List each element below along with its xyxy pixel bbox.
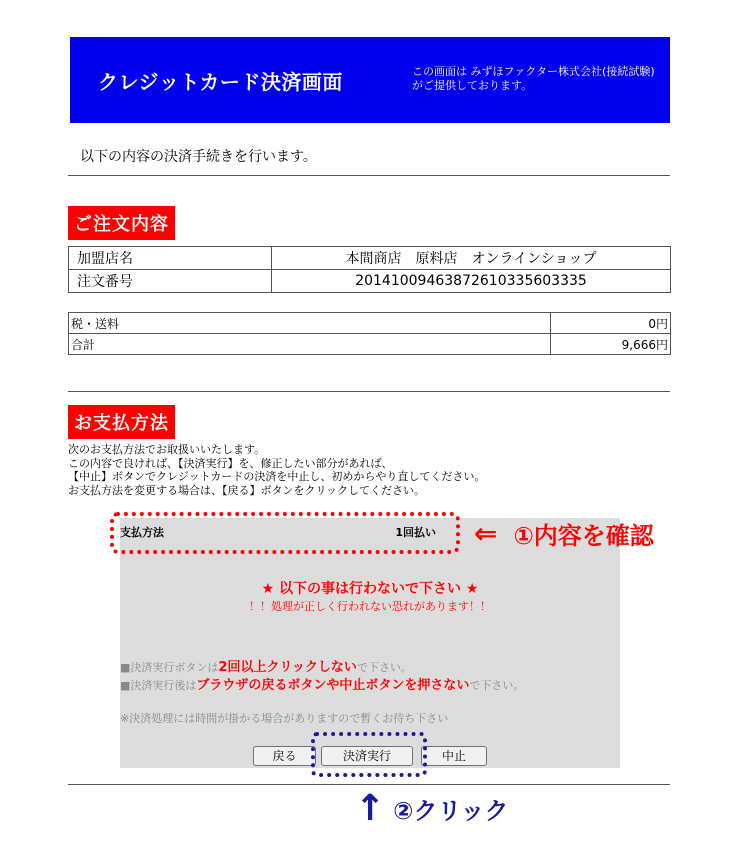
page-title: クレジットカード決済画面 bbox=[98, 70, 343, 94]
merchant-label: 加盟店名 bbox=[69, 247, 272, 270]
note-emphasis: ブラウザの戻るボタンや中止ボタンを押さない bbox=[196, 678, 470, 693]
note-browser-back bbox=[120, 674, 524, 693]
total-label: 合計 bbox=[69, 334, 551, 355]
highlight-box-click bbox=[311, 732, 427, 777]
note-text: で下さい。 bbox=[469, 679, 525, 692]
cancel-button[interactable]: 中止 bbox=[421, 746, 487, 766]
tax-shipping-label: 税・送料 bbox=[69, 313, 551, 334]
provider-note: この画面は みずほファクター株式会社(接続試験) がご提供しております。 bbox=[412, 65, 655, 92]
total-amount: 9,666円 bbox=[551, 334, 671, 355]
back-button[interactable]: 戻る bbox=[253, 746, 316, 766]
annotation-click bbox=[355, 788, 509, 829]
wait-note: ※決済処理には時間が掛かる場合がありますので暫くお待ち下さい bbox=[120, 712, 449, 725]
annotation-confirm-text: ①内容を確認 bbox=[513, 522, 654, 550]
page-header bbox=[70, 37, 670, 123]
description-line: 次のお支払方法でお取扱いいたします。 bbox=[68, 443, 266, 456]
order-table bbox=[68, 246, 671, 293]
annotation-confirm bbox=[474, 516, 654, 551]
arrow-up-icon: ↑ bbox=[355, 788, 386, 829]
warning-subtitle: ！！処理が正しく行われない恐れがあります！！ bbox=[249, 600, 491, 613]
order-number-value: 20141009463872610335603335 bbox=[272, 270, 671, 293]
description-line: 【中止】ボタンでクレジットカードの決済を中止し、初めからやり直してください。 bbox=[68, 470, 486, 483]
payment-method-label: 支払方法 bbox=[120, 526, 164, 539]
divider bbox=[68, 391, 670, 392]
highlight-box-check bbox=[110, 512, 460, 554]
fee-table bbox=[68, 312, 671, 355]
order-section-title: ご注文内容 bbox=[68, 206, 175, 240]
payment-section-title: お支払方法 bbox=[68, 405, 175, 439]
note-text: ■決済実行ボタンは bbox=[120, 661, 219, 674]
note-text: ■決済実行後は bbox=[120, 679, 197, 692]
table-row bbox=[69, 313, 671, 334]
table-row bbox=[69, 334, 671, 355]
order-number-label: 注文番号 bbox=[69, 270, 272, 293]
note-text: で下さい。 bbox=[356, 661, 412, 674]
note-double-click bbox=[120, 656, 412, 675]
tax-shipping-amount: 0円 bbox=[551, 313, 671, 334]
table-row bbox=[69, 270, 671, 293]
merchant-value: 本間商店 原料店 オンラインショップ bbox=[272, 247, 671, 270]
divider bbox=[68, 175, 670, 176]
arrow-left-icon: ⇐ bbox=[474, 517, 498, 550]
payment-method-value: 1回払い bbox=[395, 526, 436, 539]
table-row bbox=[69, 247, 671, 270]
note-emphasis: 2回以上クリックしない bbox=[218, 660, 357, 675]
payment-description bbox=[68, 443, 485, 497]
annotation-click-text: ②クリック bbox=[393, 797, 509, 825]
description-line: この内容で良ければ、【決済実行】を、修正したい部分があれば、 bbox=[68, 456, 393, 470]
intro-text: 以下の内容の決済手続きを行います。 bbox=[80, 149, 317, 165]
description-line: お支払方法を変更する場合は、【戻る】ボタンをクリックしてください。 bbox=[68, 483, 426, 497]
payment-panel bbox=[120, 518, 620, 768]
warning-title: ★ 以下の事は行わないで下さい ★ bbox=[261, 581, 479, 597]
divider bbox=[68, 784, 670, 785]
execute-payment-button[interactable]: 決済実行 bbox=[321, 746, 413, 766]
